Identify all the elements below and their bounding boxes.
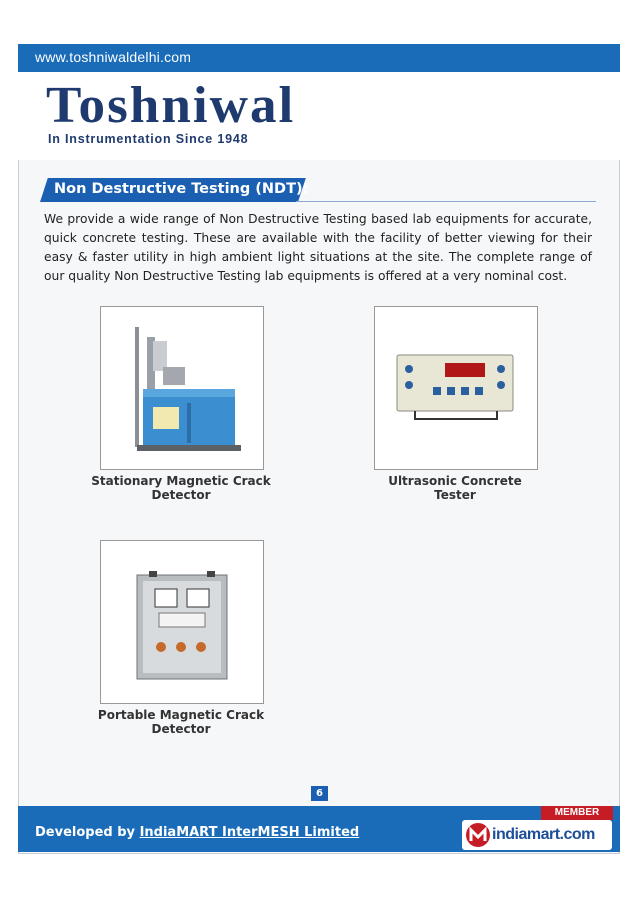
indiamart-wordmark: indiamart.com	[492, 826, 595, 843]
caption-line: Tester	[434, 488, 476, 502]
caption-line: Detector	[151, 488, 211, 502]
developed-by-label: Developed by	[35, 825, 136, 840]
product-caption-stationary	[90, 474, 272, 502]
caption-line: Detector	[151, 722, 211, 736]
section-description: We provide a wide range of Non Destructive Testing based lab equipments for accurate, quick concrete testing. These are available with the facility of better viewing for their easy & faster utility in high ambient light situations at the site. The complete range of our quality Non Destructive Testing lab equipments is offered at a very nominal cost.	[44, 212, 592, 283]
portable-crack-detector-illustration	[101, 541, 263, 703]
product-image-stationary-crack-detector[interactable]	[100, 306, 264, 470]
ultrasonic-tester-illustration	[375, 307, 537, 469]
product-caption-ultrasonic	[364, 474, 546, 502]
developer-credit	[35, 825, 359, 840]
website-link[interactable]: www.toshniwaldelhi.com	[35, 49, 192, 65]
section-rule	[296, 201, 596, 202]
caption-line: Portable Magnetic Crack	[97, 708, 265, 722]
logo-tagline: In Instrumentation Since 1948	[48, 132, 249, 146]
product-caption-portable	[90, 708, 272, 736]
member-badge: MEMBER	[541, 806, 613, 820]
developer-company-link[interactable]: IndiaMART InterMESH Limited	[139, 825, 360, 840]
logo-name: Toshniwal	[46, 77, 296, 134]
page-number: 6	[311, 786, 328, 801]
indiamart-logo[interactable]	[462, 820, 612, 850]
stationary-crack-detector-illustration	[101, 307, 263, 469]
caption-line: Ultrasonic Concrete	[388, 474, 522, 488]
indiamart-m-icon	[464, 821, 492, 849]
company-logo	[44, 77, 304, 152]
caption-line: Stationary Magnetic Crack	[91, 474, 271, 488]
header-bar	[18, 44, 620, 72]
section-title: Non Destructive Testing (NDT):	[54, 181, 309, 197]
product-image-ultrasonic-tester[interactable]	[374, 306, 538, 470]
product-image-portable-crack-detector[interactable]	[100, 540, 264, 704]
